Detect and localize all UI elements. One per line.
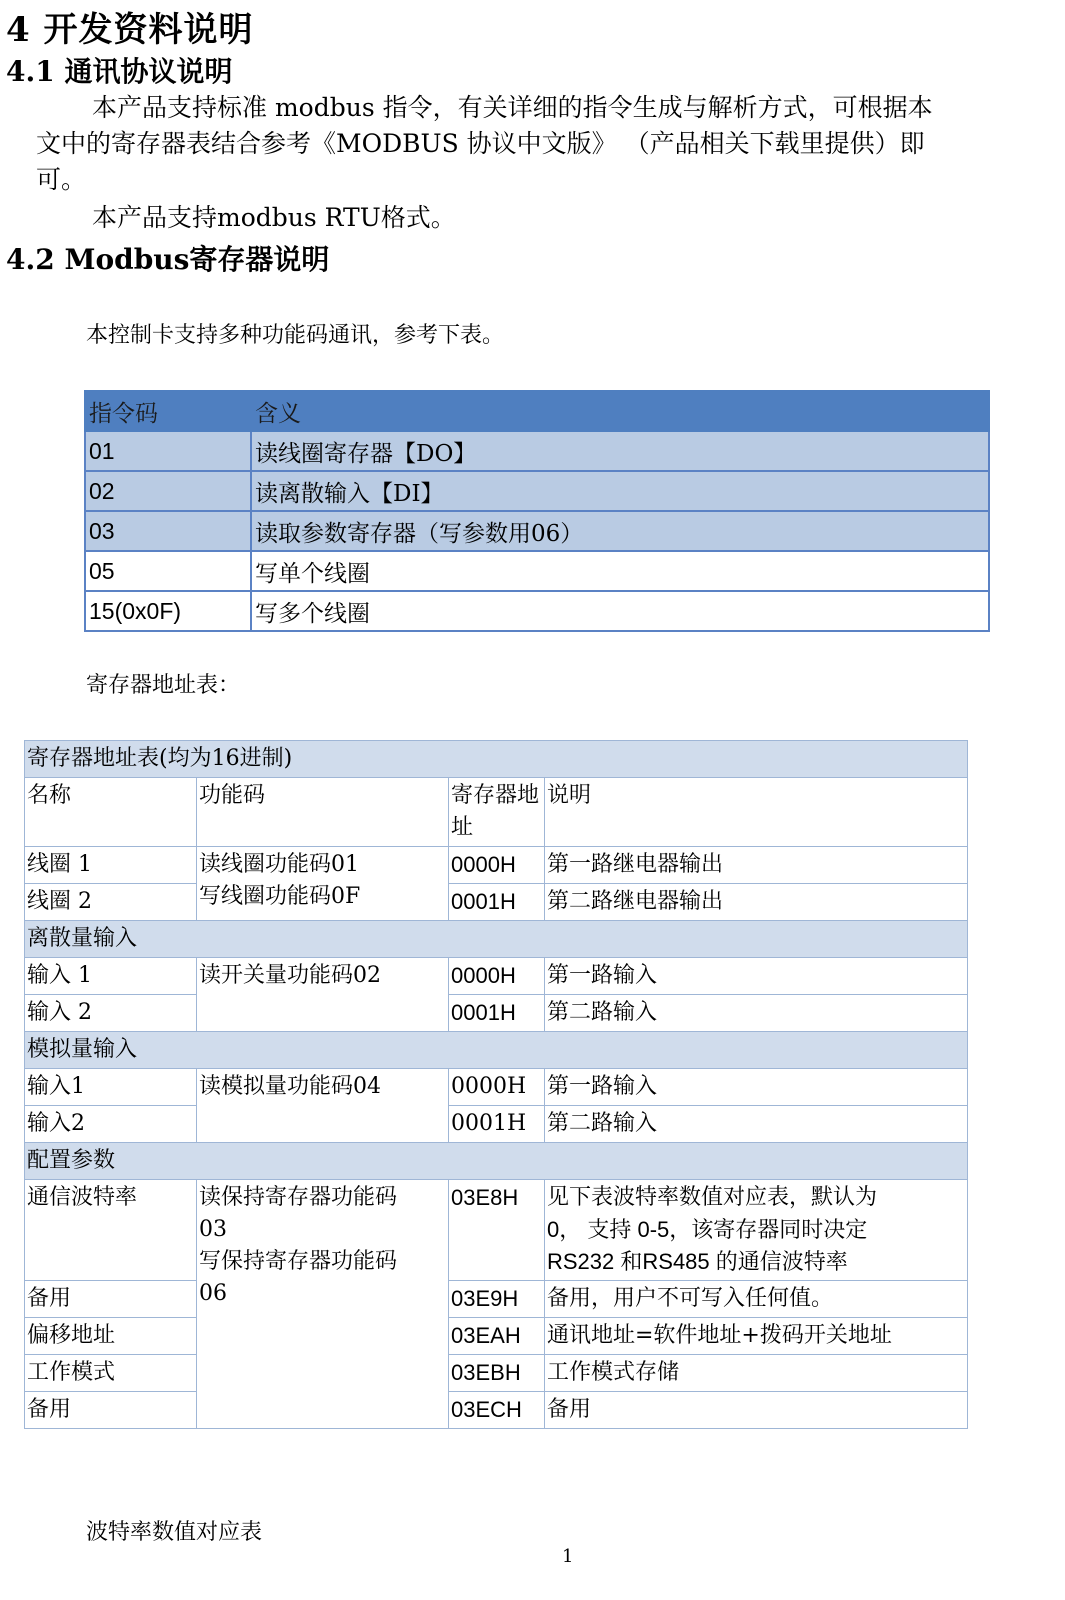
table-header-cell: 说明	[545, 778, 968, 847]
register-description-cell: 备用，用户不可写入任何值。	[545, 1281, 968, 1318]
table-row	[25, 847, 968, 884]
section-title: 模拟量输入	[25, 1032, 968, 1069]
register-address-cell: 0000H	[449, 958, 545, 995]
section-4-1-para2: 本产品支持modbus RTU格式。	[92, 203, 456, 232]
table-title-row	[25, 741, 968, 778]
register-address-cell: 0000H	[449, 1069, 545, 1106]
table-row	[25, 958, 968, 995]
register-name-cell: 工作模式	[25, 1355, 197, 1392]
page-number: 1	[562, 1546, 574, 1567]
table-row	[85, 511, 989, 551]
register-description-cell: 工作模式存储	[545, 1355, 968, 1392]
table-row	[25, 1069, 968, 1106]
register-name-cell: 备用	[25, 1392, 197, 1429]
register-address-cell: 03E8H	[449, 1180, 545, 1281]
register-description-cell: 第二路输入	[545, 995, 968, 1032]
table-row	[25, 1392, 968, 1429]
description-line: RS232 和RS485 的通信波特率	[547, 1249, 848, 1274]
register-description-cell: 备用	[545, 1392, 968, 1429]
register-address-cell: 0001H	[449, 995, 545, 1032]
register-table-title: 寄存器地址表(均为16进制)	[25, 741, 968, 778]
function-code-cell: 15(0x0F)	[85, 591, 251, 631]
section-4-1-para1-line1: 本产品支持标准 modbus 指令，有关详细的指令生成与解析方式，可根据本	[92, 93, 933, 122]
register-name-cell: 备用	[25, 1281, 197, 1318]
table-row	[85, 431, 989, 471]
table-header-cell: 指令码	[85, 391, 251, 431]
register-address-cell: 0000H	[449, 847, 545, 884]
function-line: 写线圈功能码0F	[199, 884, 361, 909]
register-name-cell: 线圈 1	[25, 847, 197, 884]
function-code-cell: 02	[85, 471, 251, 511]
register-address-cell: 03EBH	[449, 1355, 545, 1392]
table-header-cell: 寄存器地址	[449, 778, 545, 847]
register-name-cell: 线圈 2	[25, 884, 197, 921]
function-code-table	[84, 390, 990, 632]
function-line: 读线圈功能码01	[199, 852, 359, 877]
function-line: 读保持寄存器功能码	[199, 1185, 398, 1210]
function-line: 06	[199, 1281, 227, 1306]
section-4-1-para1-line3: 可。	[36, 165, 87, 194]
section-row	[25, 921, 968, 958]
function-line: 写保持寄存器功能码	[199, 1249, 398, 1274]
baud-rate-table-label: 波特率数值对应表	[86, 1520, 263, 1545]
function-code-cell: 05	[85, 551, 251, 591]
section-title: 配置参数	[25, 1143, 968, 1180]
section-4-1-title: 4.1 通讯协议说明	[6, 55, 233, 88]
section-4-2-intro: 本控制卡支持多种功能码通讯，参考下表。	[86, 323, 505, 348]
function-line: 03	[199, 1217, 227, 1242]
table-header-cell: 含义	[251, 391, 989, 431]
register-address-cell: 03ECH	[449, 1392, 545, 1429]
table-row	[85, 591, 989, 631]
register-name-cell: 输入1	[25, 1069, 197, 1106]
table-row	[25, 1180, 968, 1281]
register-function-cell	[197, 1180, 449, 1429]
register-description-cell: 第二路继电器输出	[545, 884, 968, 921]
function-meaning-cell: 读线圈寄存器【DO】	[251, 431, 989, 471]
main-heading: 4 开发资料说明	[6, 10, 254, 50]
table-row	[25, 884, 968, 921]
description-line: 见下表波特率数值对应表，默认为	[547, 1185, 878, 1210]
register-table-label: 寄存器地址表：	[86, 673, 241, 698]
register-address-cell: 0001H	[449, 1106, 545, 1143]
register-function-cell: 读模拟量功能码04	[197, 1069, 449, 1143]
register-name-cell: 偏移地址	[25, 1318, 197, 1355]
table-row	[25, 995, 968, 1032]
section-4-2-title: 4.2 Modbus寄存器说明	[6, 243, 330, 276]
table-row	[25, 1106, 968, 1143]
register-description-cell: 第一路继电器输出	[545, 847, 968, 884]
table-header-cell: 功能码	[197, 778, 449, 847]
register-name-cell: 通信波特率	[25, 1180, 197, 1281]
function-code-cell: 01	[85, 431, 251, 471]
table-row	[85, 471, 989, 511]
description-line: 0， 支持 0-5，该寄存器同时决定	[547, 1217, 868, 1242]
function-meaning-cell: 写单个线圈	[251, 551, 989, 591]
register-address-cell: 03E9H	[449, 1281, 545, 1318]
section-row	[25, 1143, 968, 1180]
register-address-cell: 0001H	[449, 884, 545, 921]
register-description-cell: 通讯地址=软件地址+拨码开关地址	[545, 1318, 968, 1355]
table-row	[25, 1318, 968, 1355]
register-description-cell	[545, 1180, 968, 1281]
table-row	[25, 1281, 968, 1318]
function-meaning-cell: 写多个线圈	[251, 591, 989, 631]
register-description-cell: 第二路输入	[545, 1106, 968, 1143]
table-row	[85, 551, 989, 591]
function-code-cell: 03	[85, 511, 251, 551]
register-name-cell: 输入 1	[25, 958, 197, 995]
register-function-cell	[197, 847, 449, 921]
function-meaning-cell: 读取参数寄存器（写参数用06）	[251, 511, 989, 551]
table-header-row	[25, 778, 968, 847]
table-header-cell: 名称	[25, 778, 197, 847]
register-address-cell: 03EAH	[449, 1318, 545, 1355]
section-4-1-para1-line2: 文中的寄存器表结合参考《MODBUS 协议中文版》 （产品相关下载里提供）即	[36, 129, 925, 158]
section-row	[25, 1032, 968, 1069]
register-description-cell: 第一路输入	[545, 958, 968, 995]
register-function-cell: 读开关量功能码02	[197, 958, 449, 1032]
register-description-cell: 第一路输入	[545, 1069, 968, 1106]
register-name-cell: 输入2	[25, 1106, 197, 1143]
section-title: 离散量输入	[25, 921, 968, 958]
register-address-table	[24, 740, 968, 1429]
function-meaning-cell: 读离散输入【DI】	[251, 471, 989, 511]
register-name-cell: 输入 2	[25, 995, 197, 1032]
table-row	[25, 1355, 968, 1392]
table-header-row	[85, 391, 989, 431]
